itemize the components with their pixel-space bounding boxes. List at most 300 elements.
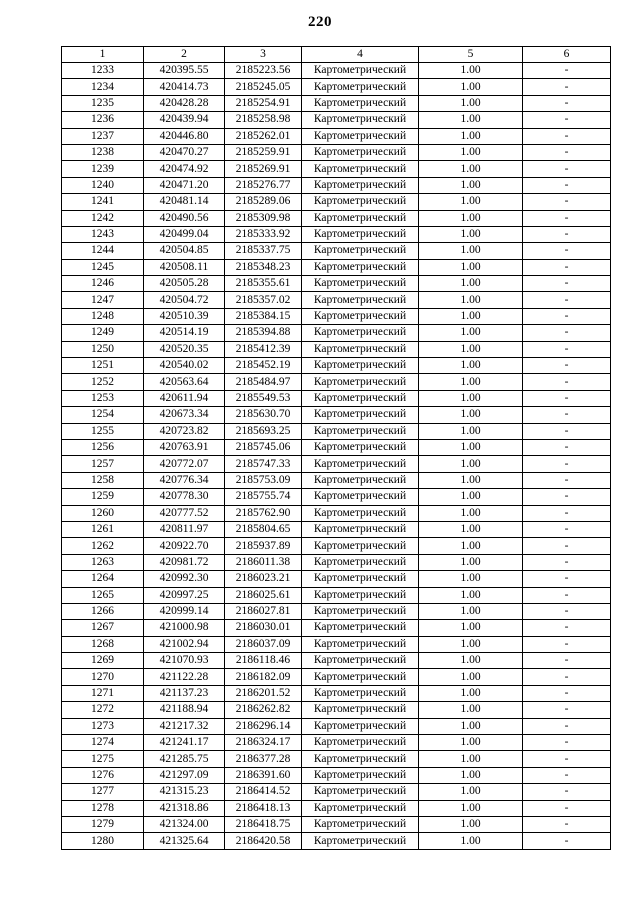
note-cell: - [523, 276, 611, 292]
method-cell: Картометрический [302, 521, 419, 537]
x-coordinate-cell: 420777.52 [144, 505, 225, 521]
point-number-cell: 1233 [62, 63, 144, 79]
accuracy-cell: 1.00 [419, 521, 523, 537]
y-coordinate-cell: 2185245.05 [225, 79, 302, 95]
y-coordinate-cell: 2185254.91 [225, 95, 302, 111]
accuracy-cell: 1.00 [419, 636, 523, 652]
y-coordinate-cell: 2186027.81 [225, 603, 302, 619]
method-cell: Картометрический [302, 259, 419, 275]
note-cell: - [523, 816, 611, 832]
accuracy-cell: 1.00 [419, 144, 523, 160]
y-coordinate-cell: 2186118.46 [225, 653, 302, 669]
note-cell: - [523, 603, 611, 619]
x-coordinate-cell: 420474.92 [144, 161, 225, 177]
y-coordinate-cell: 2185258.98 [225, 112, 302, 128]
table-row [62, 161, 611, 177]
y-coordinate-cell: 2185753.09 [225, 472, 302, 488]
point-number-cell: 1253 [62, 390, 144, 406]
method-cell: Картометрический [302, 571, 419, 587]
y-coordinate-cell: 2186025.61 [225, 587, 302, 603]
table-row [62, 276, 611, 292]
point-number-cell: 1274 [62, 735, 144, 751]
y-coordinate-cell: 2185348.23 [225, 259, 302, 275]
table-row [62, 571, 611, 587]
accuracy-cell: 1.00 [419, 702, 523, 718]
x-coordinate-cell: 421000.98 [144, 620, 225, 636]
x-coordinate-cell: 420490.56 [144, 210, 225, 226]
column-header: 2 [144, 47, 225, 63]
note-cell: - [523, 718, 611, 734]
y-coordinate-cell: 2185394.88 [225, 325, 302, 341]
y-coordinate-cell: 2185333.92 [225, 226, 302, 242]
point-number-cell: 1236 [62, 112, 144, 128]
method-cell: Картометрический [302, 423, 419, 439]
point-number-cell: 1265 [62, 587, 144, 603]
accuracy-cell: 1.00 [419, 63, 523, 79]
y-coordinate-cell: 2186023.21 [225, 571, 302, 587]
accuracy-cell: 1.00 [419, 767, 523, 783]
y-coordinate-cell: 2185309.98 [225, 210, 302, 226]
method-cell: Картометрический [302, 177, 419, 193]
note-cell: - [523, 407, 611, 423]
x-coordinate-cell: 420981.72 [144, 554, 225, 570]
accuracy-cell: 1.00 [419, 161, 523, 177]
point-number-cell: 1240 [62, 177, 144, 193]
x-coordinate-cell: 420428.28 [144, 95, 225, 111]
x-coordinate-cell: 420504.85 [144, 243, 225, 259]
accuracy-cell: 1.00 [419, 95, 523, 111]
note-cell: - [523, 210, 611, 226]
table-header [62, 47, 611, 63]
table-row [62, 685, 611, 701]
table-row [62, 751, 611, 767]
method-cell: Картометрический [302, 505, 419, 521]
point-number-cell: 1252 [62, 374, 144, 390]
point-number-cell: 1237 [62, 128, 144, 144]
accuracy-cell: 1.00 [419, 407, 523, 423]
method-cell: Картометрический [302, 358, 419, 374]
table-row [62, 521, 611, 537]
accuracy-cell: 1.00 [419, 685, 523, 701]
header-row [62, 47, 611, 63]
y-coordinate-cell: 2186030.01 [225, 620, 302, 636]
y-coordinate-cell: 2185452.19 [225, 358, 302, 374]
note-cell: - [523, 833, 611, 849]
table-row [62, 718, 611, 734]
accuracy-cell: 1.00 [419, 554, 523, 570]
method-cell: Картометрический [302, 456, 419, 472]
note-cell: - [523, 177, 611, 193]
accuracy-cell: 1.00 [419, 259, 523, 275]
point-number-cell: 1246 [62, 276, 144, 292]
method-cell: Картометрический [302, 79, 419, 95]
accuracy-cell: 1.00 [419, 816, 523, 832]
x-coordinate-cell: 420395.55 [144, 63, 225, 79]
table-row [62, 407, 611, 423]
y-coordinate-cell: 2186201.52 [225, 685, 302, 701]
note-cell: - [523, 325, 611, 341]
x-coordinate-cell: 421217.32 [144, 718, 225, 734]
x-coordinate-cell: 420508.11 [144, 259, 225, 275]
x-coordinate-cell: 420811.97 [144, 521, 225, 537]
point-number-cell: 1245 [62, 259, 144, 275]
method-cell: Картометрический [302, 194, 419, 210]
note-cell: - [523, 472, 611, 488]
point-number-cell: 1275 [62, 751, 144, 767]
method-cell: Картометрический [302, 161, 419, 177]
y-coordinate-cell: 2185357.02 [225, 292, 302, 308]
point-number-cell: 1273 [62, 718, 144, 734]
y-coordinate-cell: 2185337.75 [225, 243, 302, 259]
y-coordinate-cell: 2185262.01 [225, 128, 302, 144]
point-number-cell: 1278 [62, 800, 144, 816]
note-cell: - [523, 521, 611, 537]
accuracy-cell: 1.00 [419, 423, 523, 439]
x-coordinate-cell: 420673.34 [144, 407, 225, 423]
accuracy-cell: 1.00 [419, 226, 523, 242]
table-row [62, 800, 611, 816]
note-cell: - [523, 259, 611, 275]
point-number-cell: 1279 [62, 816, 144, 832]
x-coordinate-cell: 421297.09 [144, 767, 225, 783]
note-cell: - [523, 456, 611, 472]
table-row [62, 439, 611, 455]
point-number-cell: 1248 [62, 308, 144, 324]
table-row [62, 358, 611, 374]
point-number-cell: 1244 [62, 243, 144, 259]
accuracy-cell: 1.00 [419, 833, 523, 849]
accuracy-cell: 1.00 [419, 718, 523, 734]
x-coordinate-cell: 420470.27 [144, 144, 225, 160]
table-row [62, 554, 611, 570]
table-row [62, 472, 611, 488]
note-cell: - [523, 505, 611, 521]
table-row [62, 341, 611, 357]
accuracy-cell: 1.00 [419, 112, 523, 128]
point-number-cell: 1239 [62, 161, 144, 177]
note-cell: - [523, 489, 611, 505]
y-coordinate-cell: 2185484.97 [225, 374, 302, 390]
note-cell: - [523, 653, 611, 669]
column-header: 6 [523, 47, 611, 63]
y-coordinate-cell: 2186414.52 [225, 784, 302, 800]
note-cell: - [523, 194, 611, 210]
y-coordinate-cell: 2185223.56 [225, 63, 302, 79]
point-number-cell: 1270 [62, 669, 144, 685]
accuracy-cell: 1.00 [419, 276, 523, 292]
point-number-cell: 1257 [62, 456, 144, 472]
accuracy-cell: 1.00 [419, 439, 523, 455]
column-header: 1 [62, 47, 144, 63]
y-coordinate-cell: 2185269.91 [225, 161, 302, 177]
table-row [62, 784, 611, 800]
x-coordinate-cell: 420540.02 [144, 358, 225, 374]
method-cell: Картометрический [302, 620, 419, 636]
note-cell: - [523, 751, 611, 767]
table-row [62, 259, 611, 275]
table-row [62, 669, 611, 685]
note-cell: - [523, 243, 611, 259]
method-cell: Картометрический [302, 472, 419, 488]
method-cell: Картометрический [302, 308, 419, 324]
table-row [62, 177, 611, 193]
accuracy-cell: 1.00 [419, 456, 523, 472]
table-row [62, 210, 611, 226]
y-coordinate-cell: 2185630.70 [225, 407, 302, 423]
point-number-cell: 1262 [62, 538, 144, 554]
coordinates-table [61, 46, 611, 850]
table-row [62, 702, 611, 718]
point-number-cell: 1243 [62, 226, 144, 242]
point-number-cell: 1247 [62, 292, 144, 308]
note-cell: - [523, 292, 611, 308]
point-number-cell: 1266 [62, 603, 144, 619]
y-coordinate-cell: 2185289.06 [225, 194, 302, 210]
table-row [62, 144, 611, 160]
accuracy-cell: 1.00 [419, 784, 523, 800]
y-coordinate-cell: 2186391.60 [225, 767, 302, 783]
y-coordinate-cell: 2186262.82 [225, 702, 302, 718]
y-coordinate-cell: 2185384.15 [225, 308, 302, 324]
note-cell: - [523, 161, 611, 177]
table-row [62, 620, 611, 636]
accuracy-cell: 1.00 [419, 538, 523, 554]
point-number-cell: 1272 [62, 702, 144, 718]
table-row [62, 63, 611, 79]
table-row [62, 325, 611, 341]
accuracy-cell: 1.00 [419, 292, 523, 308]
point-number-cell: 1277 [62, 784, 144, 800]
note-cell: - [523, 63, 611, 79]
x-coordinate-cell: 420611.94 [144, 390, 225, 406]
table-row [62, 767, 611, 783]
x-coordinate-cell: 420520.35 [144, 341, 225, 357]
table-row [62, 653, 611, 669]
method-cell: Картометрический [302, 718, 419, 734]
note-cell: - [523, 784, 611, 800]
note-cell: - [523, 439, 611, 455]
note-cell: - [523, 390, 611, 406]
point-number-cell: 1280 [62, 833, 144, 849]
method-cell: Картометрический [302, 243, 419, 259]
note-cell: - [523, 144, 611, 160]
point-number-cell: 1276 [62, 767, 144, 783]
note-cell: - [523, 226, 611, 242]
accuracy-cell: 1.00 [419, 374, 523, 390]
x-coordinate-cell: 420505.28 [144, 276, 225, 292]
y-coordinate-cell: 2185412.39 [225, 341, 302, 357]
point-number-cell: 1259 [62, 489, 144, 505]
accuracy-cell: 1.00 [419, 751, 523, 767]
method-cell: Картометрический [302, 276, 419, 292]
y-coordinate-cell: 2185693.25 [225, 423, 302, 439]
method-cell: Картометрический [302, 374, 419, 390]
point-number-cell: 1268 [62, 636, 144, 652]
x-coordinate-cell: 420514.19 [144, 325, 225, 341]
method-cell: Картометрический [302, 341, 419, 357]
point-number-cell: 1234 [62, 79, 144, 95]
x-coordinate-cell: 421137.23 [144, 685, 225, 701]
point-number-cell: 1258 [62, 472, 144, 488]
note-cell: - [523, 308, 611, 324]
x-coordinate-cell: 421070.93 [144, 653, 225, 669]
method-cell: Картометрический [302, 63, 419, 79]
table-row [62, 79, 611, 95]
table-row [62, 95, 611, 111]
accuracy-cell: 1.00 [419, 308, 523, 324]
y-coordinate-cell: 2186011.38 [225, 554, 302, 570]
accuracy-cell: 1.00 [419, 653, 523, 669]
method-cell: Картометрический [302, 128, 419, 144]
point-number-cell: 1267 [62, 620, 144, 636]
table-row [62, 636, 611, 652]
accuracy-cell: 1.00 [419, 620, 523, 636]
method-cell: Картометрический [302, 767, 419, 783]
table-row [62, 833, 611, 849]
x-coordinate-cell: 421324.00 [144, 816, 225, 832]
note-cell: - [523, 112, 611, 128]
point-number-cell: 1263 [62, 554, 144, 570]
method-cell: Картометрический [302, 112, 419, 128]
method-cell: Картометрический [302, 325, 419, 341]
accuracy-cell: 1.00 [419, 79, 523, 95]
method-cell: Картометрический [302, 210, 419, 226]
table-row [62, 456, 611, 472]
method-cell: Картометрический [302, 439, 419, 455]
y-coordinate-cell: 2186420.58 [225, 833, 302, 849]
x-coordinate-cell: 420510.39 [144, 308, 225, 324]
x-coordinate-cell: 420439.94 [144, 112, 225, 128]
note-cell: - [523, 128, 611, 144]
point-number-cell: 1241 [62, 194, 144, 210]
method-cell: Картометрический [302, 735, 419, 751]
y-coordinate-cell: 2186418.13 [225, 800, 302, 816]
point-number-cell: 1251 [62, 358, 144, 374]
point-number-cell: 1264 [62, 571, 144, 587]
note-cell: - [523, 341, 611, 357]
method-cell: Картометрический [302, 669, 419, 685]
point-number-cell: 1256 [62, 439, 144, 455]
method-cell: Картометрический [302, 554, 419, 570]
method-cell: Картометрический [302, 538, 419, 554]
point-number-cell: 1269 [62, 653, 144, 669]
y-coordinate-cell: 2186296.14 [225, 718, 302, 734]
table-row [62, 587, 611, 603]
accuracy-cell: 1.00 [419, 243, 523, 259]
point-number-cell: 1261 [62, 521, 144, 537]
method-cell: Картометрический [302, 833, 419, 849]
x-coordinate-cell: 420563.64 [144, 374, 225, 390]
x-coordinate-cell: 421318.86 [144, 800, 225, 816]
x-coordinate-cell: 420723.82 [144, 423, 225, 439]
x-coordinate-cell: 420772.07 [144, 456, 225, 472]
table-row [62, 128, 611, 144]
y-coordinate-cell: 2186182.09 [225, 669, 302, 685]
table-row [62, 603, 611, 619]
y-coordinate-cell: 2186324.17 [225, 735, 302, 751]
point-number-cell: 1235 [62, 95, 144, 111]
accuracy-cell: 1.00 [419, 735, 523, 751]
x-coordinate-cell: 420922.70 [144, 538, 225, 554]
table-row [62, 243, 611, 259]
accuracy-cell: 1.00 [419, 325, 523, 341]
x-coordinate-cell: 420471.20 [144, 177, 225, 193]
method-cell: Картометрический [302, 292, 419, 308]
accuracy-cell: 1.00 [419, 358, 523, 374]
y-coordinate-cell: 2185762.90 [225, 505, 302, 521]
y-coordinate-cell: 2186037.09 [225, 636, 302, 652]
x-coordinate-cell: 421002.94 [144, 636, 225, 652]
y-coordinate-cell: 2186377.28 [225, 751, 302, 767]
accuracy-cell: 1.00 [419, 390, 523, 406]
accuracy-cell: 1.00 [419, 571, 523, 587]
x-coordinate-cell: 420776.34 [144, 472, 225, 488]
method-cell: Картометрический [302, 226, 419, 242]
x-coordinate-cell: 420997.25 [144, 587, 225, 603]
method-cell: Картометрический [302, 636, 419, 652]
page-number: 220 [308, 14, 332, 30]
table-row [62, 816, 611, 832]
accuracy-cell: 1.00 [419, 505, 523, 521]
accuracy-cell: 1.00 [419, 489, 523, 505]
method-cell: Картометрический [302, 784, 419, 800]
method-cell: Картометрический [302, 587, 419, 603]
table-row [62, 735, 611, 751]
accuracy-cell: 1.00 [419, 177, 523, 193]
table-row [62, 226, 611, 242]
method-cell: Картометрический [302, 702, 419, 718]
accuracy-cell: 1.00 [419, 587, 523, 603]
point-number-cell: 1250 [62, 341, 144, 357]
method-cell: Картометрический [302, 751, 419, 767]
table-row [62, 374, 611, 390]
note-cell: - [523, 702, 611, 718]
note-cell: - [523, 669, 611, 685]
note-cell: - [523, 374, 611, 390]
note-cell: - [523, 735, 611, 751]
accuracy-cell: 1.00 [419, 669, 523, 685]
accuracy-cell: 1.00 [419, 800, 523, 816]
accuracy-cell: 1.00 [419, 128, 523, 144]
note-cell: - [523, 358, 611, 374]
x-coordinate-cell: 420414.73 [144, 79, 225, 95]
table-row [62, 308, 611, 324]
y-coordinate-cell: 2185549.53 [225, 390, 302, 406]
x-coordinate-cell: 420504.72 [144, 292, 225, 308]
point-number-cell: 1255 [62, 423, 144, 439]
note-cell: - [523, 538, 611, 554]
note-cell: - [523, 636, 611, 652]
note-cell: - [523, 423, 611, 439]
method-cell: Картометрический [302, 653, 419, 669]
x-coordinate-cell: 420446.80 [144, 128, 225, 144]
table-body [62, 63, 611, 850]
point-number-cell: 1260 [62, 505, 144, 521]
table-row [62, 390, 611, 406]
column-header: 5 [419, 47, 523, 63]
note-cell: - [523, 620, 611, 636]
table-row [62, 505, 611, 521]
y-coordinate-cell: 2185355.61 [225, 276, 302, 292]
point-number-cell: 1238 [62, 144, 144, 160]
x-coordinate-cell: 421325.64 [144, 833, 225, 849]
method-cell: Картометрический [302, 816, 419, 832]
accuracy-cell: 1.00 [419, 341, 523, 357]
point-number-cell: 1271 [62, 685, 144, 701]
y-coordinate-cell: 2185804.65 [225, 521, 302, 537]
method-cell: Картометрический [302, 800, 419, 816]
method-cell: Картометрический [302, 95, 419, 111]
